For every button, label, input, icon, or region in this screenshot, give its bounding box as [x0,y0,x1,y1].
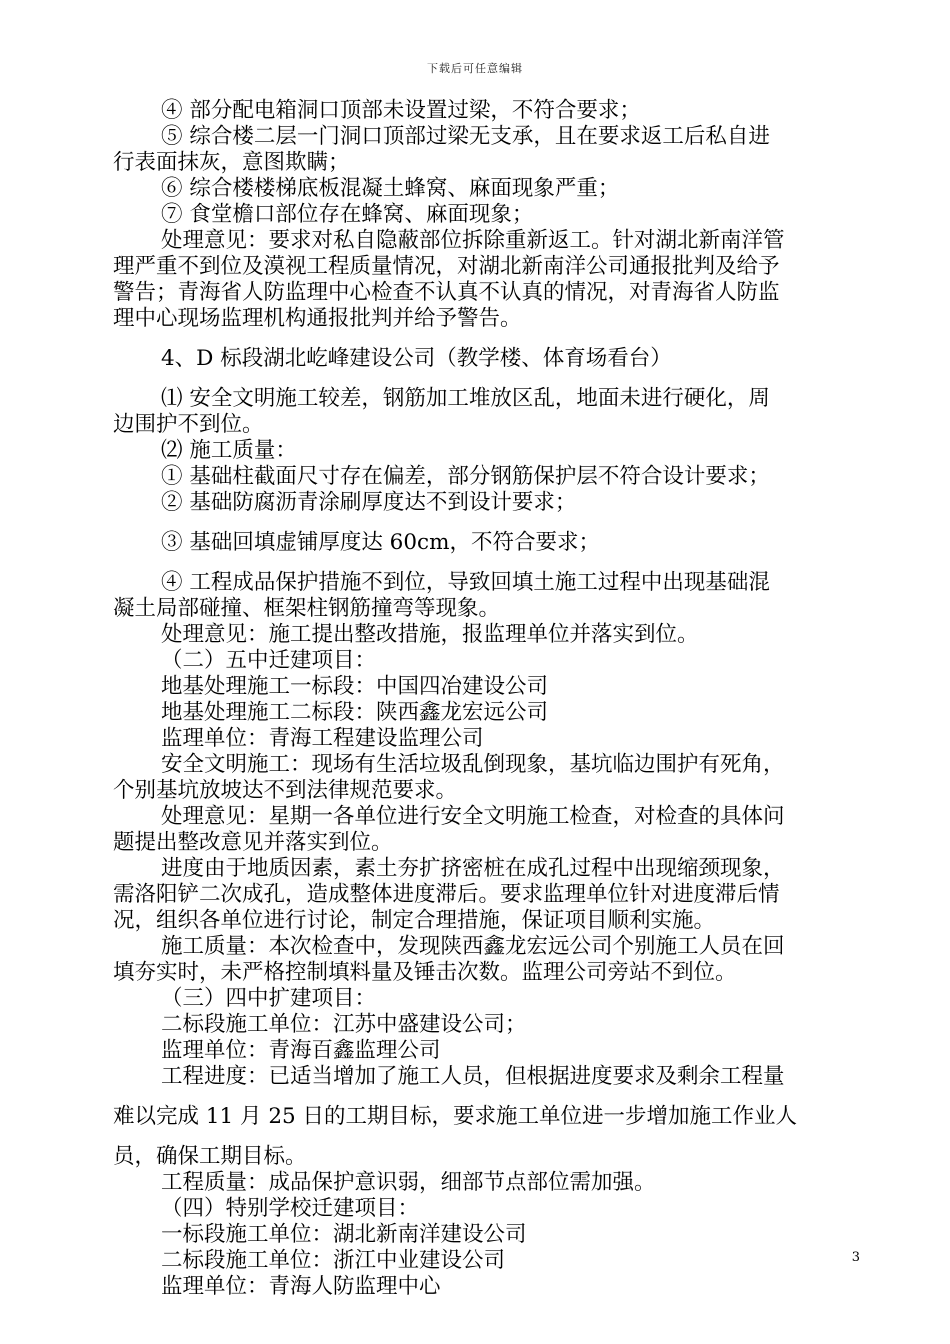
text-line: 地基处理施工一标段：中国四冶建设公司 [161,674,549,699]
page-header: 下载后可任意编辑 [427,62,523,75]
page-number: 3 [851,1250,860,1265]
text-line: 处理意见：要求对私自隐蔽部位拆除重新返工。针对湖北新南洋管 [161,228,785,253]
text-line: 行表面抹灰，意图欺瞒； [113,150,350,175]
text-line: 题提出整改意见并落实到位。 [113,830,393,855]
text-line: 处理意见：施工提出整改措施，报监理单位并落实到位。 [161,622,699,647]
text-line: 监理单位：青海人防监理中心 [161,1274,441,1299]
text-line: （三）四中扩建项目： [161,986,377,1011]
document-body [113,98,861,1300]
text-line: 边围护不到位。 [113,412,264,437]
text-line: ① 基础柱截面尺寸存在偏差，部分钢筋保护层不符合设计要求； [161,464,770,489]
text-line: ③ 基础回填虚铺厚度达 60cm，不符合要求； [161,530,600,555]
text-line: ④ 部分配电箱洞口顶部未设置过梁，不符合要求； [161,98,641,123]
text-line: ④ 工程成品保护措施不到位，导致回填土施工过程中出现基础混 [161,570,770,595]
text-line: 一标段施工单位：湖北新南洋建设公司 [161,1222,527,1247]
text-line: 填夯实时，未严格控制填料量及锤击次数。监理公司旁站不到位。 [113,960,737,985]
text-line: 处理意见：星期一各单位进行安全文明施工检查，对检查的具体问 [161,804,785,829]
text-line: 警告；青海省人防监理中心检查不认真不认真的情况，对青海省人防监 [113,280,780,305]
text-line: 理中心现场监理机构通报批判并给予警告。 [113,306,522,331]
text-line: 凝土局部碰撞、框架柱钢筋撞弯等现象。 [113,596,501,621]
text-line: 监理单位：青海工程建设监理公司 [161,726,484,751]
text-line: 二标段施工单位：江苏中盛建设公司； [161,1012,527,1037]
text-line: 工程进度：已适当增加了施工人员，但根据进度要求及剩余工程量 [161,1064,785,1089]
text-line: 需洛阳铲二次成孔，造成整体进度滞后。要求监理单位针对进度滞后情 [113,882,780,907]
text-line: 4、D 标段湖北屹峰建设公司（教学楼、体育场看台） [161,346,672,371]
text-line: （二）五中迁建项目： [161,648,377,673]
text-line: 监理单位：青海百鑫监理公司 [161,1038,441,1063]
text-line: 二标段施工单位：浙江中业建设公司 [161,1248,506,1273]
text-line: 进度由于地质因素，素土夯扩挤密桩在成孔过程中出现缩颈现象， [161,856,785,881]
text-line: （四）特别学校迁建项目： [161,1196,420,1221]
text-line: 安全文明施工：现场有生活垃圾乱倒现象，基坑临边围护有死角， [161,752,785,777]
text-line: ⑵ 施工质量： [161,438,297,463]
text-line: 地基处理施工二标段：陕西鑫龙宏远公司 [161,700,549,725]
text-line: 工程质量：成品保护意识弱，细部节点部位需加强。 [161,1170,656,1195]
text-line: ⑦ 食堂檐口部位存在蜂窝、麻面现象； [161,202,534,227]
text-line: ⑥ 综合楼楼梯底板混凝土蜂窝、麻面现象严重； [161,176,620,201]
text-line: 施工质量：本次检查中，发现陕西鑫龙宏远公司个别施工人员在回 [161,934,785,959]
text-line: ② 基础防腐沥青涂刷厚度达不到设计要求； [161,490,577,515]
text-line: 理严重不到位及漠视工程质量情况，对湖北新南洋公司通报批判及给予 [113,254,780,279]
text-line: 难以完成 11 月 25 日的工期目标，要求施工单位进一步增加施工作业人 [113,1104,798,1129]
text-line: 个别基坑放坡达不到法律规范要求。 [113,778,458,803]
text-line: ⑤ 综合楼二层一门洞口顶部过梁无支承，且在要求返工后私自进 [161,124,770,149]
text-line: 况，组织各单位进行讨论，制定合理措施，保证项目顺利实施。 [113,908,716,933]
text-line: ⑴ 安全文明施工较差，钢筋加工堆放区乱，地面未进行硬化，周 [161,386,770,411]
text-line: 员，确保工期目标。 [113,1144,307,1169]
